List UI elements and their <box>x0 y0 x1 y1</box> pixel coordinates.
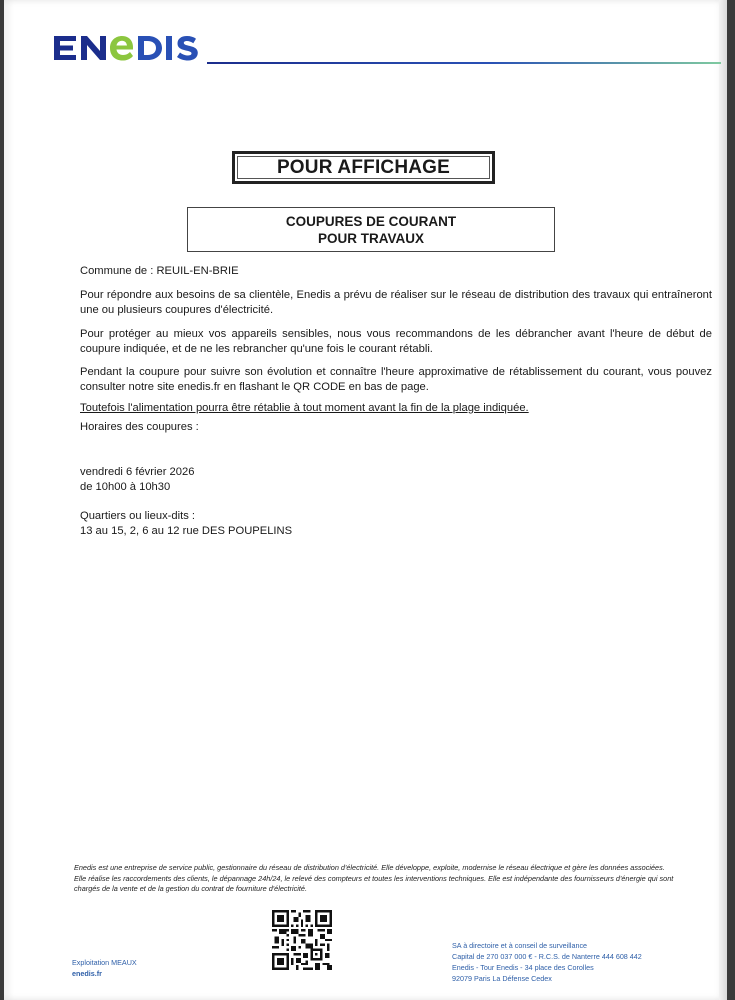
header-rule <box>207 62 721 64</box>
outage-time: de 10h00 à 10h30 <box>80 481 171 493</box>
footer-company-info <box>452 940 642 984</box>
page-edge-shadow <box>719 0 727 1000</box>
footer-website-link[interactable]: enedis.fr <box>72 969 102 978</box>
enedis-logo <box>50 30 206 66</box>
warning-wrap <box>80 401 712 416</box>
notice-subheading-box <box>187 207 555 252</box>
subheading-line-1: COUPURES DE COURANT <box>285 213 457 229</box>
paragraph-1: Pour répondre aux besoins de sa clientèle, Enedis a prévu de réaliser sur le réseau de distribution des travaux qui entraîneront une ou plusieurs coupures d'électricité. <box>80 289 712 316</box>
footer-company-line-4: 92079 Paris La Défense Cedex <box>452 974 552 983</box>
notice-heading: POUR AFFICHAGE <box>232 151 495 184</box>
warning-text: Toutefois l'alimentation pourra être rétablie à tout moment avant la fin de la plage indiquée. <box>80 402 529 414</box>
footer-company-line-2: Capital de 270 037 000 € - R.C.S. de Nanterre 444 608 442 <box>452 952 642 961</box>
footer-company-line-3: Enedis - Tour Enedis - 34 place des Corolles <box>452 963 594 972</box>
footer-exploitation: Exploitation MEAUX <box>72 958 137 967</box>
schedule-label: Horaires des coupures : <box>80 421 199 433</box>
footer-company-line-1: SA à directoire et à conseil de surveillance <box>452 941 588 950</box>
areas-value: 13 au 15, 2, 6 au 12 rue DES POUPELINS <box>80 525 293 537</box>
areas-label: Quartiers ou lieux-dits : <box>80 510 196 522</box>
legal-notice: Enedis est une entreprise de service public, gestionnaire du réseau de distribution d'électricité. Elle développe, exploite, modernise le réseau électrique et gère les données associées. Elle réalise les raccordements des clients, le dépannage 24h/24, le relevé des compteurs et toutes les interventions techniques. Elle est indépendante des fournisseurs d'énergie qui sont chargés de la vente et de la gestion du contrat de fourniture d'électricité. <box>74 863 674 893</box>
paragraph-3: Pendant la coupure pour suivre son évolution et connaître l'heure approximative de rétablissement du courant, vous pouvez consulter notre site enedis.fr en flashant le QR CODE en bas de page. <box>80 366 712 393</box>
qr-code-icon[interactable] <box>272 910 332 970</box>
subheading-line-2: POUR TRAVAUX <box>317 230 424 246</box>
footer-left <box>72 957 137 979</box>
commune-line: Commune de : REUIL-EN-BRIE <box>80 265 239 277</box>
outage-date: vendredi 6 février 2026 <box>80 466 195 478</box>
notice-page <box>4 0 727 1000</box>
paragraph-2: Pour protéger au mieux vos appareils sensibles, nous vous recommandons de les débrancher avant l'heure de début de coupure indiquée, et de ne les rebrancher qu'une fois le courant rétabli. <box>80 328 712 355</box>
